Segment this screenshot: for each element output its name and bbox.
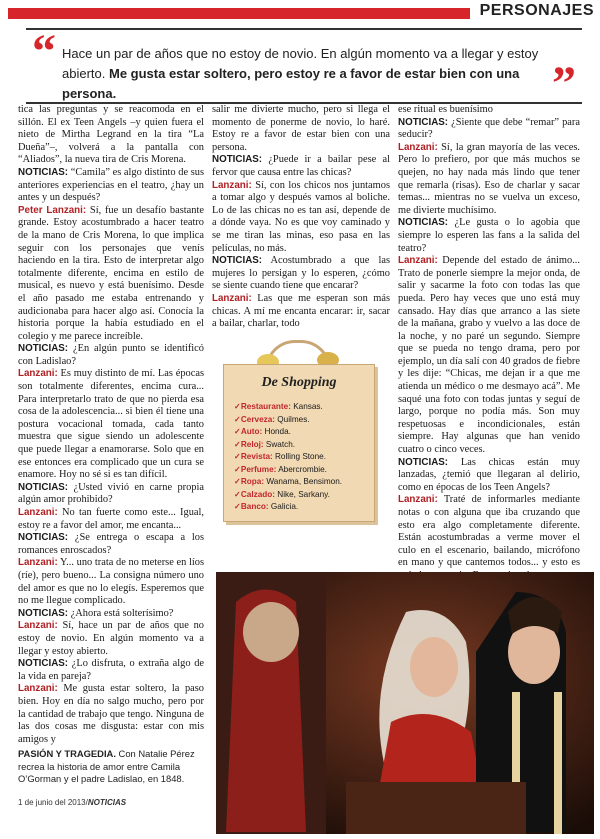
paragraph-text: Las chicas están muy lanzadas, ¿temió que llegaran al delirio, como en épocas de los Teen Angels? bbox=[398, 456, 580, 493]
paragraph bbox=[212, 154, 390, 179]
shopping-item-value: Wanama, Bensimon. bbox=[266, 477, 343, 486]
shopping-item-category: ✓ Cerveza: bbox=[234, 415, 275, 424]
paragraph-text: Sí, la gran mayoría de las veces. Pero lo prefiero, por que más muchos se quejen, no hay nada más lindo que tener que remarla (risas). Eso de charlar y sacar temas... mientras no se vuelva un exceso, me divierte muchísimo. bbox=[398, 141, 580, 216]
shopping-item-category: ✓ Perfume: bbox=[234, 465, 276, 474]
paragraph-text: tica las preguntas y se reacomoda en el sillón. El ex Teen Angels –y quien fuera el nieto de Mirtha Legrand en la tira “La Dueña”–, volverá a la pantalla con “Aliados”, la nueva tira de Cris Morena. bbox=[18, 104, 204, 166]
article-column-3 bbox=[398, 104, 580, 569]
footer-date: 1 de junio del 2013/ bbox=[18, 798, 88, 807]
speaker-label: Lanzani: bbox=[18, 507, 58, 518]
paragraph-text: Sí, fue un desafío bastante grande. Estoy acostumbrado a hacer teatro de la mano de Cris Morena, lo que implica seguir con los personajes que venís haciendo en la tira. Esto de interpretar algo totalmente diferente, encima en estilo de musical, es nuevo y está buenísimo. Desde el año pasado me estaba entrenando y audicionaba para hacer algo así. Conocía la historia porque la había estudiado en el colegio y me parece increíble. bbox=[18, 204, 204, 342]
paragraph-text: ¿Usted vivió en carne propia algún amor prohibido? bbox=[18, 481, 204, 506]
shopping-title: De Shopping bbox=[261, 375, 337, 390]
paragraph bbox=[18, 620, 204, 658]
photo-illustration bbox=[216, 572, 594, 834]
shopping-item-value: Galicia. bbox=[270, 502, 299, 511]
speaker-label: Lanzani: bbox=[398, 255, 438, 267]
paragraph-text: ¿Lo disfruta, o extraña algo de la vida en pareja? bbox=[18, 658, 204, 682]
paragraph bbox=[18, 368, 204, 481]
paragraph-text: salir me divierte mucho, pero si llega el momento de ponerme de novio, lo haré. Estoy re a favor de estar bien con una persona. bbox=[212, 104, 390, 153]
shopping-item bbox=[234, 489, 374, 502]
shopping-item-value: Kansas. bbox=[293, 402, 323, 411]
paragraph bbox=[398, 142, 580, 218]
paragraph-text: Sí, hace un par de años que no estoy de novio. En algún momento va a llegar y estoy abierto. bbox=[18, 620, 204, 657]
speaker-label: NOTICIAS: bbox=[18, 658, 69, 670]
paragraph-text: ¿Puede ir a bailar pese al fervor que causa entre las chicas? bbox=[212, 154, 390, 178]
paragraph-text: Es muy distinto de mí. Las épocas son totalmente diferentes, encima cura... Para interpretarlo trato de que no pierda esa cosa de la adolescencia... si bien él tiene una postura vocacional tomada, cada tanto muestra que sigue siendo un adolescente que puede llegar a enamorarse. Solo que en ese entonces era complicado que un cura se enamore. Hoy no sé si es tan difícil. bbox=[18, 368, 204, 481]
paragraph-text: Y... uno trata de no meterse en líos (ríe), pero bueno... La consigna número uno del amor es que no lo elegís. Esperemos que no me llegue complicado. bbox=[18, 557, 204, 607]
shopping-item bbox=[234, 451, 374, 464]
speaker-label: Lanzani: bbox=[18, 368, 58, 380]
shopping-item-value: Nike, Sarkany. bbox=[277, 489, 330, 499]
quote-close-mark: ” bbox=[552, 57, 576, 110]
shopping-item bbox=[234, 426, 374, 439]
footer-magazine: NOTICIAS bbox=[87, 798, 127, 807]
paragraph-text: ¿Le gusta o lo agobia que siempre lo esperen las fans a la salida del teatro? bbox=[398, 217, 580, 254]
speaker-label: NOTICIAS: bbox=[18, 343, 69, 355]
shopping-list bbox=[234, 401, 374, 514]
paragraph bbox=[398, 117, 580, 142]
paragraph-text: Las que me esperan son más chicas. A mí me encanta encarar: ir, sacar a bailar, charlar, todo bbox=[212, 292, 390, 330]
paragraph bbox=[398, 217, 580, 255]
photo-theater-scene bbox=[216, 572, 594, 834]
paragraph-text: ¿En algún punto se identificó con Ladislao? bbox=[18, 343, 204, 367]
speaker-label: NOTICIAS: bbox=[18, 607, 69, 619]
paragraph-text: “Camila” es algo distinto de sus anteriores experiencias en el teatro, ¿hay un antes y un después? bbox=[18, 166, 204, 204]
quote-open-mark: “ bbox=[32, 25, 56, 78]
paragraph bbox=[212, 104, 390, 154]
shopping-item bbox=[234, 501, 374, 514]
shopping-bag bbox=[223, 364, 375, 522]
paragraph-text: Depende del estado de ánimo... Trato de ponerle siempre la mejor onda, de salir y sacarme la foto con todas las que pueda. Pero hay veces que uno está muy cansado. Hay días que arranco a las siete de la mañana, grabo y vuelvo a las doce de la noche, y no paré un segundo. Siempre que se pueda no tengo drama, pero por ejemplo, un día salí con 40 grados de fiebre y les dije: “Chicas, me dejan ir a que me atienda un médico o me desmayo acá”. Me saqué una foto con todas juntas y seguí de largo, porque no podía más. Son muy respetuosas e incondicionales, están siempre. Hay algunas que han venido cuatro o cinco veces. bbox=[398, 255, 580, 456]
shopping-item-category: ✓ Revista: bbox=[234, 452, 273, 461]
header-red-bar bbox=[8, 8, 470, 19]
paragraph-text: Me gusta estar soltero, la paso bien. Hoy en día no salgo mucho, pero por la cantidad de trabajo que tengo. Ninguna de las dos cosas me disgusta: estar con mis amigos y bbox=[18, 683, 204, 745]
article-column-2-end bbox=[212, 526, 392, 570]
paragraph bbox=[212, 180, 390, 256]
paragraph-text: Acostumbrado a que las mujeres lo persigan y lo esperen, ¿cómo se siente cuando tiene que encarar? bbox=[212, 255, 390, 292]
shopping-item-category: ✓ Restaurante: bbox=[234, 402, 291, 411]
shopping-item-category: ✓ Reloj: bbox=[234, 440, 264, 449]
shopping-item-value: Swatch. bbox=[265, 439, 296, 449]
pull-quote-text bbox=[62, 44, 542, 104]
paragraph bbox=[398, 494, 580, 582]
speaker-label: Peter Lanzani: bbox=[18, 204, 87, 216]
shopping-item bbox=[234, 476, 374, 489]
speaker-label: Lanzani: bbox=[18, 620, 58, 632]
paragraph bbox=[18, 104, 204, 167]
paragraph bbox=[398, 457, 580, 495]
shopping-item bbox=[234, 464, 374, 477]
page-footer bbox=[18, 798, 218, 807]
caption-text: Con Natalie Pérez recrea la historia de amor entre Camila O’Gorman y el padre Ladislao, en 1848. bbox=[18, 748, 195, 784]
shopping-item-category: ✓ Ropa: bbox=[234, 477, 264, 486]
photo-caption bbox=[18, 748, 208, 786]
speaker-label: Lanzani: bbox=[398, 141, 438, 153]
paragraph-text: ¿Se entrega o escapa a los romances enroscados? bbox=[18, 532, 204, 556]
pull-quote-normal: Hace un par de años que no estoy de novio. En algún momento va a llegar y estoy abierto. bbox=[62, 46, 539, 81]
paragraph bbox=[18, 167, 204, 205]
shopping-item bbox=[234, 439, 374, 452]
shopping-item-category: ✓ Calzado: bbox=[234, 490, 275, 499]
paragraph bbox=[18, 482, 204, 507]
speaker-label: NOTICIAS: bbox=[398, 217, 449, 229]
article-column-1 bbox=[18, 104, 204, 745]
speaker-label: NOTICIAS: bbox=[398, 456, 449, 468]
paragraph bbox=[18, 343, 204, 368]
section-title: PERSONAJES bbox=[479, 2, 594, 19]
paragraph bbox=[18, 683, 204, 746]
speaker-label: NOTICIAS: bbox=[212, 255, 263, 267]
shopping-item bbox=[234, 401, 374, 414]
shopping-item-value: Honda. bbox=[264, 427, 291, 436]
speaker-label: NOTICIAS: bbox=[398, 116, 449, 128]
shopping-item-value: Abercrombie. bbox=[278, 464, 327, 474]
paragraph-text: ¿Ahora está solterísimo? bbox=[70, 607, 174, 619]
speaker-label: NOTICIAS: bbox=[212, 154, 263, 166]
paragraph bbox=[398, 255, 580, 457]
paragraph bbox=[18, 205, 204, 344]
speaker-label: Lanzani: bbox=[212, 292, 252, 304]
paragraph bbox=[18, 557, 204, 607]
article-column-2 bbox=[212, 104, 390, 330]
paragraph bbox=[18, 507, 204, 532]
paragraph bbox=[398, 104, 580, 117]
speaker-label: NOTICIAS: bbox=[18, 532, 69, 544]
paragraph-text: ¿Siente que debe “remar” para seducir? bbox=[398, 116, 580, 141]
shopping-item bbox=[234, 414, 374, 427]
speaker-label: NOTICIAS: bbox=[18, 481, 69, 493]
paragraph bbox=[212, 255, 390, 293]
shopping-item-value: Rolling Stone. bbox=[275, 452, 326, 461]
paragraph-text: No tan fuerte como este... Igual, estoy re a favor del amor, me encanta... bbox=[18, 507, 204, 531]
speaker-label: NOTICIAS: bbox=[18, 166, 69, 178]
shopping-box bbox=[217, 334, 385, 530]
caption-title: PASIÓN Y TRAGEDIA. bbox=[18, 748, 116, 759]
speaker-label: Lanzani: bbox=[212, 179, 252, 191]
paragraph bbox=[18, 608, 204, 621]
paragraph bbox=[18, 658, 204, 683]
paragraph bbox=[18, 532, 204, 557]
speaker-label: Lanzani: bbox=[18, 557, 58, 569]
paragraph-text: Traté de informarles mediante notas o con alguna que iba cruzando que esto era algo completamente diferente. Están acostumbradas a verme mover el culo en el escenario, bailando, micrófono en mano y que cantemos todos... y esto es bbox=[398, 494, 580, 569]
shopping-item-category: ✓ Auto: bbox=[234, 427, 262, 436]
speaker-label: Lanzani: bbox=[18, 683, 58, 695]
shopping-item-category: ✓ Banco: bbox=[234, 502, 269, 511]
paragraph-text: ese ritual es buenísimo bbox=[398, 104, 493, 115]
shopping-item-value: Quilmes. bbox=[277, 414, 310, 424]
paragraph bbox=[212, 293, 390, 331]
speaker-label: Lanzani: bbox=[398, 494, 438, 506]
paragraph-text: Sí, con los chicos nos juntamos a tomar algo y después vamos al boliche. Lo de las chicas no es tan así, depende de a dónde vaya. No es que voy caminado y se me tiran las minas, eso pasa en las películas, no más. bbox=[212, 179, 390, 254]
pull-quote-bold: Me gusta estar soltero, pero estoy re a favor de estar bien con una persona. bbox=[62, 66, 520, 101]
